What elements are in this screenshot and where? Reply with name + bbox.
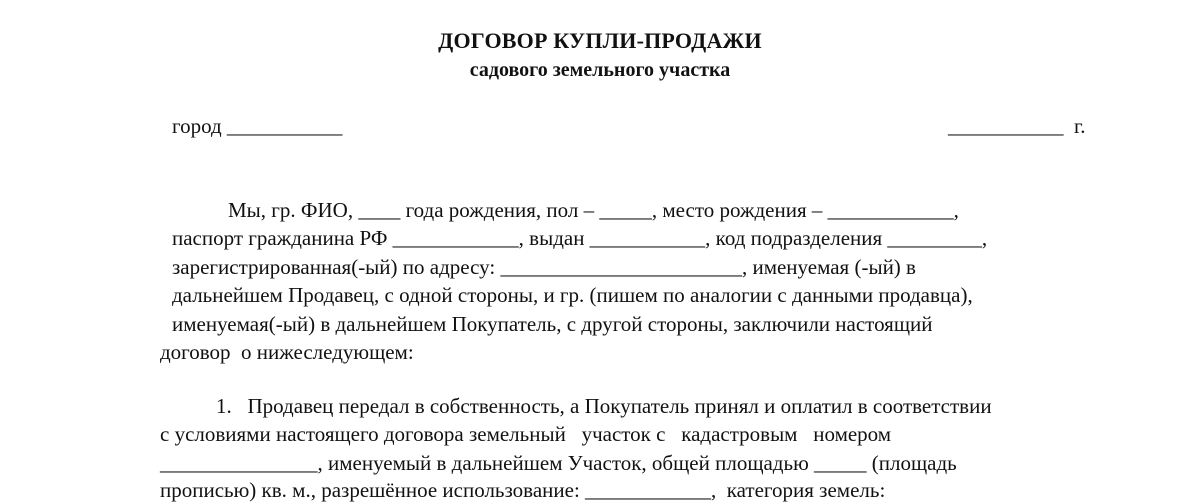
place-line: город ___________ <box>172 114 343 138</box>
date-line: ___________ г. <box>948 114 1086 138</box>
preamble-line: паспорт гражданина РФ ____________, выдан ___________, код подразделения _________, <box>172 226 988 250</box>
preamble-line: именуемая(-ый) в дальнейшем Покупатель, с другой стороны, заключили настоящий <box>172 312 933 336</box>
document-title: ДОГОВОР КУПЛИ-ПРОДАЖИ <box>438 28 762 53</box>
document-subtitle: садового земельного участка <box>469 59 731 81</box>
preamble-line: договор о нижеследующем: <box>160 340 414 364</box>
clause-line: прописью) кв. м., разрешённое использование: ____________, категория земель: <box>160 478 886 502</box>
clause-line: 1. Продавец передал в собственность, а Покупатель принял и оплатил в соответствии <box>216 394 992 418</box>
preamble-line: зарегистрированная(-ый) по адресу: _______________________, именуемая (-ый) в <box>172 255 916 279</box>
preamble-line: дальнейшем Продавец, с одной стороны, и гр. (пишем по аналогии с данными продавца), <box>172 283 973 307</box>
clause-line: с условиями настоящего договора земельный участок с кадастровым номером <box>160 422 892 446</box>
preamble-line: Мы, гр. ФИО, ____ года рождения, пол – _____, место рождения – ____________, <box>228 198 959 222</box>
clause-line: _______________, именуемый в дальнейшем Участок, общей площадью _____ (площадь <box>160 451 957 475</box>
